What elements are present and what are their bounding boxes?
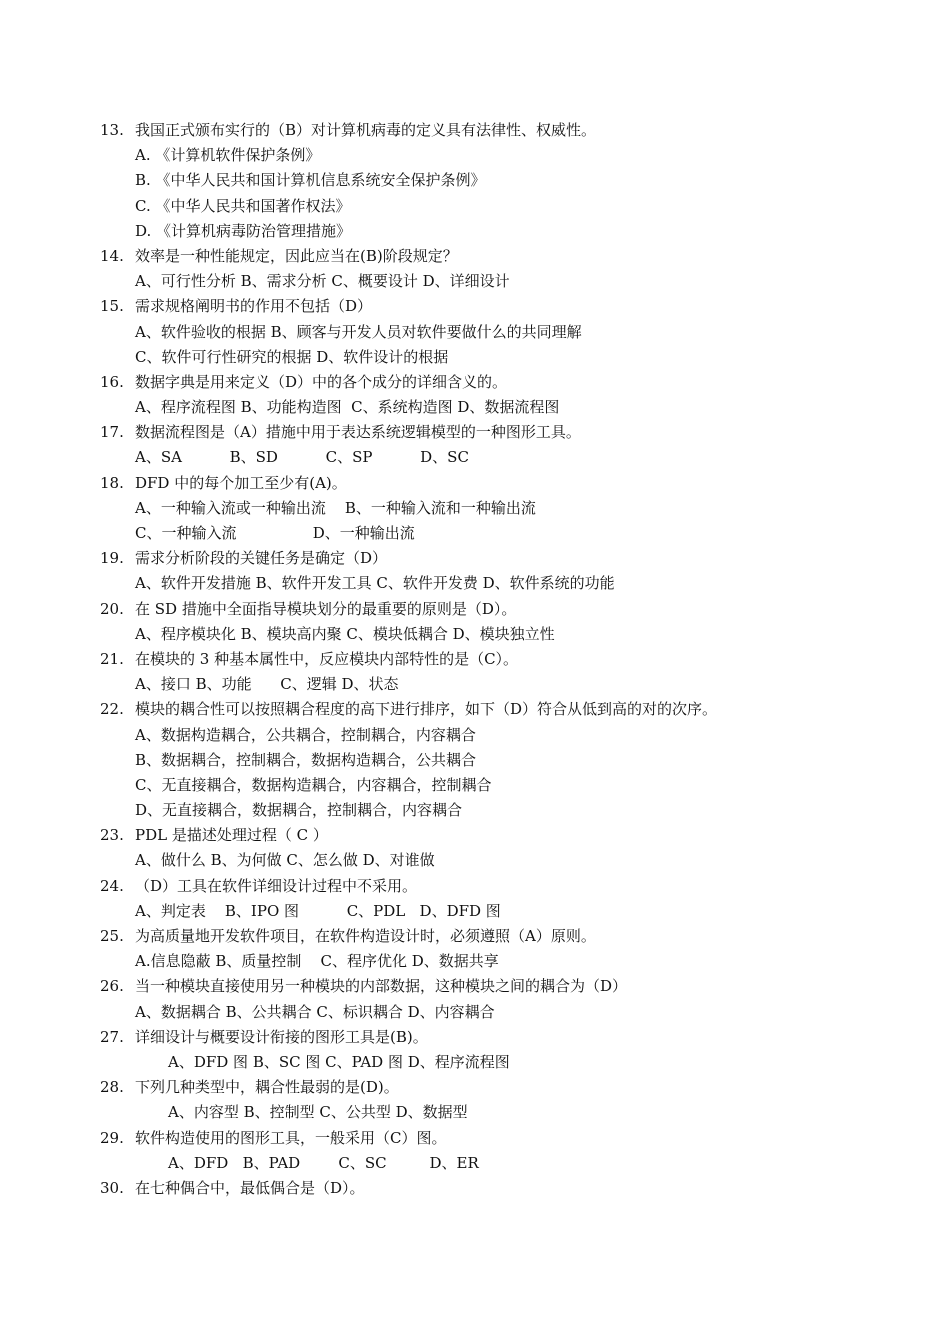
option-line [0, 899, 950, 924]
option-line [0, 571, 950, 596]
option-text: B、数据耦合，控制耦合，数据构造耦合，公共耦合 [135, 750, 477, 769]
option-line [0, 622, 950, 647]
question-number: 23. [100, 826, 124, 845]
option-text: D. 《计算机病毒防治管理措施》 [135, 221, 352, 240]
option-text: A、可行性分析 B、需求分析 C、概要设计 D、详细设计 [135, 272, 510, 291]
question-number: 16. [100, 372, 124, 391]
question-number: 26. [100, 977, 124, 996]
question-item [0, 874, 950, 899]
question-number: 27. [100, 1027, 124, 1046]
option-text: A、做什么 B、为何做 C、怎么做 D、对谁做 [135, 851, 435, 870]
option-line [0, 168, 950, 193]
option-line [0, 773, 950, 798]
question-text: 需求分析阶段的关键任务是确定（D） [135, 549, 388, 568]
question-text: 效率是一种性能规定，因此应当在(B)阶段规定？ [135, 246, 458, 265]
question-text: （D）工具在软件详细设计过程中不采用。 [135, 876, 418, 895]
option-text: D、无直接耦合，数据耦合，控制耦合，内容耦合 [135, 801, 463, 820]
question-text: 模块的耦合性可以按照耦合程度的高下进行排序，如下（D）符合从低到高的对的次序。 [135, 700, 718, 719]
question-number: 25. [100, 927, 124, 945]
question-number: 19. [100, 549, 124, 568]
question-item [0, 823, 950, 848]
question-number: 22. [100, 700, 124, 719]
option-text: A、内容型 B、控制型 C、公共型 D、数据型 [168, 1103, 468, 1122]
question-text: 在七种偶合中，最低偶合是（D）。 [135, 1178, 365, 1197]
option-text: A、数据构造耦合，公共耦合，控制耦合，内容耦合 [135, 725, 476, 744]
option-text: C. 《中华人民共和国著作权法》 [135, 196, 351, 215]
question-item [0, 1075, 950, 1100]
question-item [0, 647, 950, 672]
option-text: A、软件开发措施 B、软件开发工具 C、软件开发费 D、软件系统的功能 [135, 574, 615, 593]
option-line [0, 521, 950, 546]
question-number: 30. [100, 1178, 124, 1197]
option-line [0, 723, 950, 748]
question-text: 我国正式颁布实行的（B）对计算机病毒的定义具有法律性、权威性。 [135, 121, 597, 139]
option-text: C、一种输入流 D、一种输出流 [135, 524, 415, 542]
option-line [0, 219, 950, 244]
option-text: A、软件验收的根据 B、顾客与开发人员对软件要做什么的共同理解 [135, 322, 582, 341]
option-line [0, 848, 950, 873]
question-item [0, 597, 950, 622]
question-number: 15. [100, 297, 124, 316]
question-text: 在 SD 措施中全面指导模块划分的最重要的原则是（D）。 [135, 599, 517, 618]
option-text: A、数据耦合 B、公共耦合 C、标识耦合 D、内容耦合 [135, 1002, 495, 1021]
option-line [0, 395, 950, 420]
question-number: 14. [100, 246, 124, 265]
option-text: A、程序模块化 B、模块高内聚 C、模块低耦合 D、模块独立性 [135, 624, 555, 643]
option-line [0, 1100, 950, 1125]
option-line [0, 1151, 950, 1176]
question-item [0, 924, 950, 949]
option-line [0, 949, 950, 974]
question-item [0, 546, 950, 571]
option-line [0, 345, 950, 370]
question-number: 20. [100, 599, 124, 618]
option-line [0, 496, 950, 521]
option-line [0, 445, 950, 470]
question-number: 18. [100, 473, 124, 492]
document-body [0, 118, 950, 1201]
option-text: A、DFD 图 B、SC 图 C、PAD 图 D、程序流程图 [168, 1052, 510, 1071]
question-number: 28. [100, 1078, 124, 1097]
option-text: A、判定表 B、IPO 图 C、PDL D、DFD 图 [135, 901, 501, 920]
question-number: 24. [100, 876, 124, 895]
option-text: C、软件可行性研究的根据 D、软件设计的根据 [135, 347, 449, 366]
option-line [0, 269, 950, 294]
question-item [0, 1176, 950, 1201]
question-text: 数据流程图是（A）措施中用于表达系统逻辑模型的一种图形工具。 [135, 423, 581, 442]
option-line [0, 194, 950, 219]
question-number: 29. [100, 1128, 124, 1147]
option-text: A、DFD B、PAD C、SC D、ER [168, 1153, 479, 1172]
question-item [0, 244, 950, 269]
option-line [0, 748, 950, 773]
option-line [0, 798, 950, 823]
option-text: A、SA B、SD C、SP D、SC [135, 448, 469, 467]
question-text: 详细设计与概要设计衔接的图形工具是(B)。 [135, 1027, 428, 1046]
question-item [0, 1126, 950, 1151]
question-number: 13. [100, 121, 124, 139]
question-item [0, 974, 950, 999]
question-number: 17. [100, 423, 124, 442]
question-item [0, 420, 950, 445]
question-text: 当一种模块直接使用另一种模块的内部数据，这种模块之间的耦合为（D） [135, 977, 628, 996]
option-text: C、无直接耦合，数据构造耦合，内容耦合，控制耦合 [135, 775, 492, 794]
option-line [0, 143, 950, 168]
question-item [0, 1025, 950, 1050]
question-number: 21. [100, 649, 124, 668]
question-text: PDL 是描述处理过程（ C ） [135, 826, 328, 845]
question-text: DFD 中的每个加工至少有(A)。 [135, 473, 347, 492]
question-item [0, 118, 950, 143]
question-item [0, 370, 950, 395]
question-item [0, 471, 950, 496]
option-text: A.信息隐蔽 B、质量控制 C、程序优化 D、数据共享 [135, 952, 499, 971]
question-item [0, 697, 950, 722]
option-line [0, 1000, 950, 1025]
question-item [0, 294, 950, 319]
option-text: A、程序流程图 B、功能构造图 C、系统构造图 D、数据流程图 [135, 398, 560, 417]
option-line [0, 1050, 950, 1075]
option-line [0, 320, 950, 345]
question-text: 下列几种类型中，耦合性最弱的是(D)。 [135, 1078, 399, 1097]
option-text: B. 《中华人民共和国计算机信息系统安全保护条例》 [135, 171, 486, 190]
question-text: 软件构造使用的图形工具，一般采用（C）图。 [135, 1128, 447, 1147]
option-text: A、一种输入流或一种输出流 B、一种输入流和一种输出流 [135, 498, 536, 517]
question-text: 需求规格阐明书的作用不包括（D） [135, 297, 373, 316]
option-text: A、接口 B、功能 C、逻辑 D、状态 [135, 675, 399, 694]
option-text: A. 《计算机软件保护条例》 [135, 146, 321, 165]
question-text: 数据字典是用来定义（D）中的各个成分的详细含义的。 [135, 372, 508, 391]
question-text: 在模块的 3 种基本属性中，反应模块内部特性的是（C）。 [135, 649, 519, 668]
option-line [0, 672, 950, 697]
question-text: 为高质量地开发软件项目，在软件构造设计时，必须遵照（A）原则。 [135, 927, 596, 945]
